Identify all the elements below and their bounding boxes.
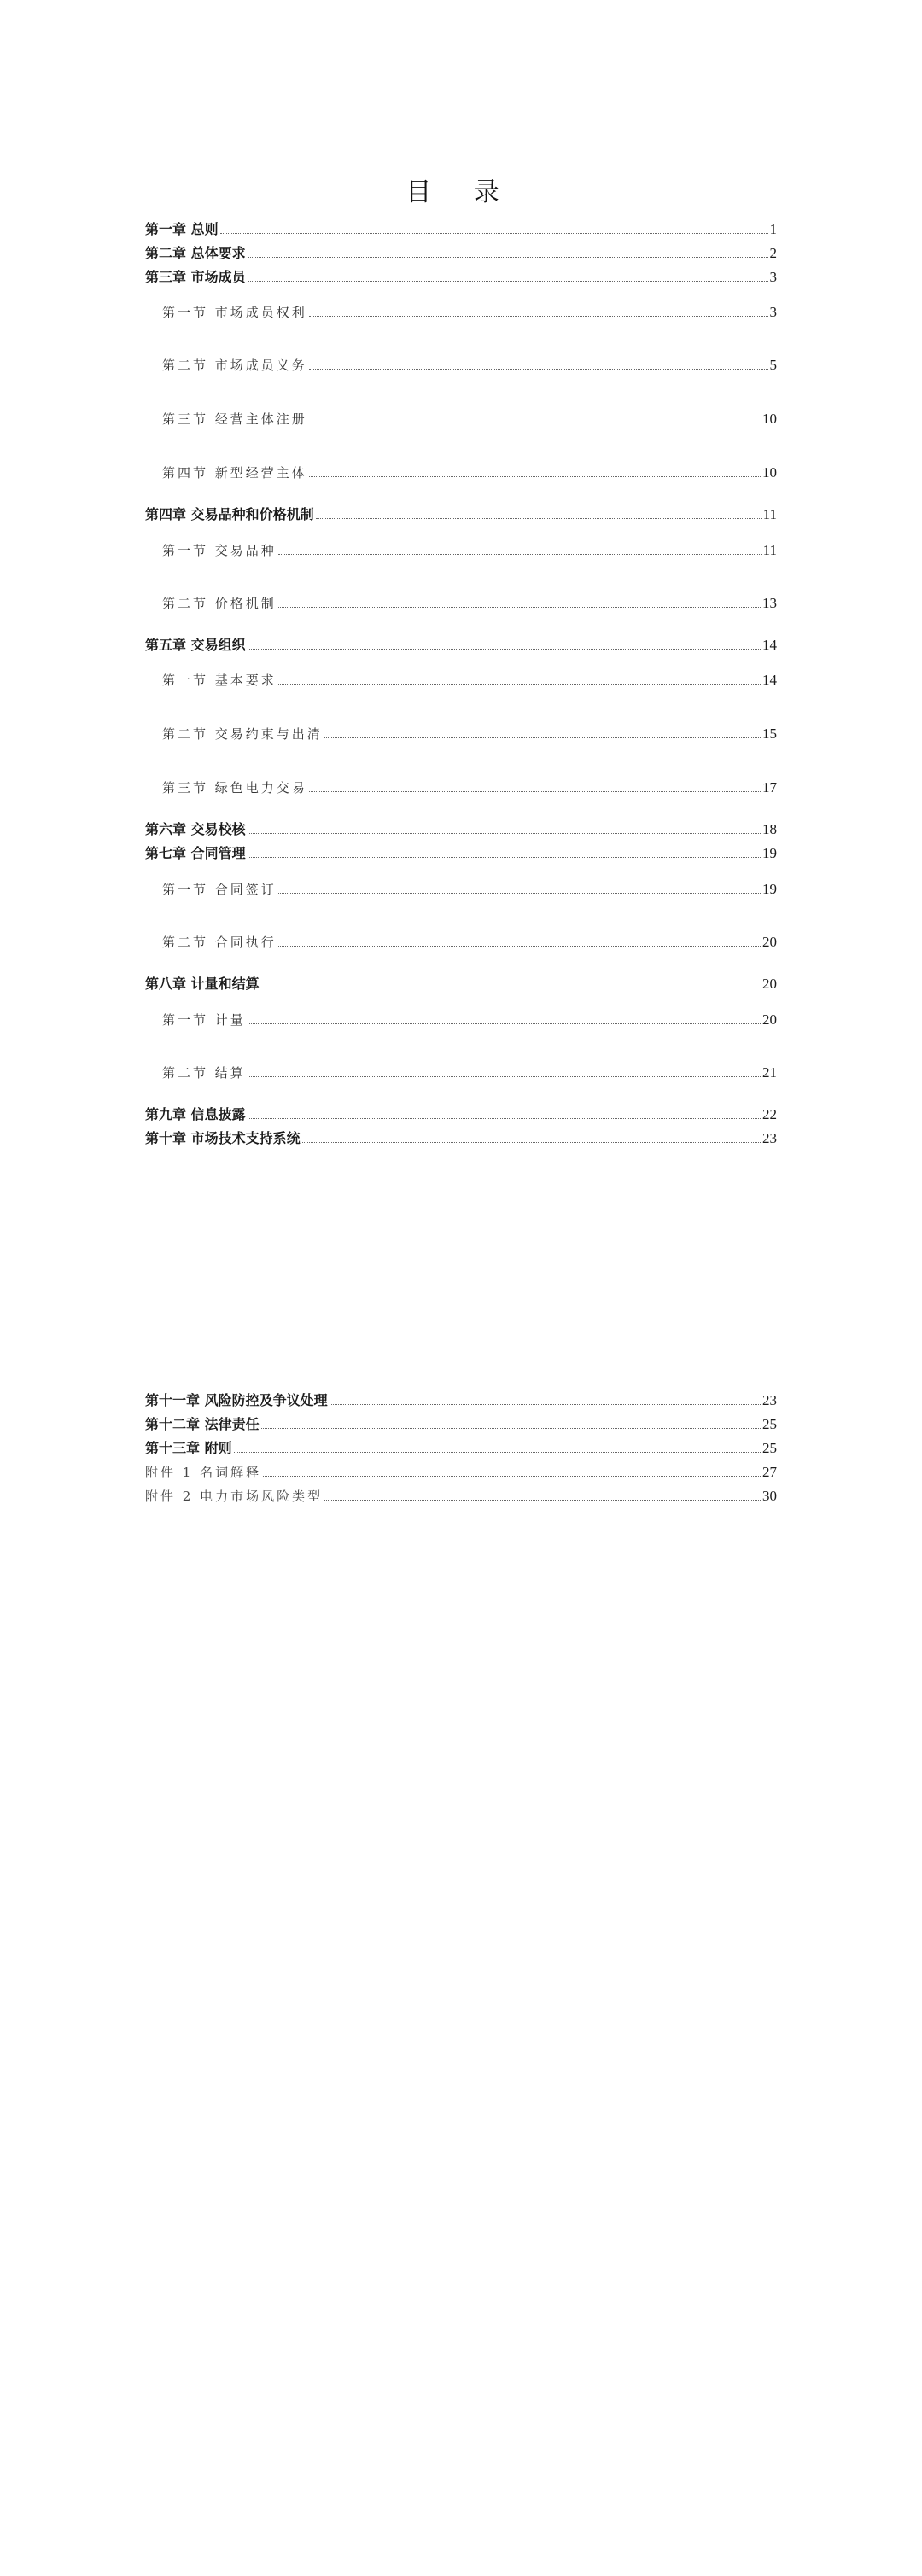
- toc-entry-label: 第十二章 法律责任: [145, 1416, 260, 1432]
- toc-entry-label: 附件 1 名词解释: [145, 1465, 262, 1480]
- toc-entry-page-number: 10: [762, 411, 777, 427]
- dot-leader: [309, 476, 761, 477]
- toc-entry-label: 第三节 经营主体注册: [162, 411, 307, 427]
- dot-leader: [248, 833, 761, 834]
- dot-leader: [234, 1452, 761, 1453]
- toc-entry-label: 第四章 交易品种和价格机制: [145, 506, 314, 522]
- toc-entry-label: 第三章 市场成员: [145, 269, 246, 285]
- toc-entry-label: 第一节 市场成员权利: [162, 305, 307, 320]
- dot-leader: [278, 684, 761, 685]
- dot-leader: [248, 1118, 761, 1119]
- toc-entry-chapter[interactable]: [145, 633, 777, 657]
- toc-entry-chapter[interactable]: [145, 972, 777, 996]
- toc-entry-section[interactable]: [162, 300, 777, 324]
- toc-entry-page-number: 10: [762, 464, 777, 481]
- toc-entry-page-number: 20: [762, 934, 777, 950]
- toc-entry-label: 第四节 新型经营主体: [162, 465, 307, 481]
- dot-leader: [278, 893, 761, 894]
- toc-entry-page-number: 23: [762, 1130, 777, 1146]
- toc-entry-section[interactable]: [162, 592, 777, 615]
- toc-entry-label: 第十一章 风险防控及争议处理: [145, 1392, 328, 1408]
- toc-entry-page-number: 15: [762, 726, 777, 742]
- dot-leader: [248, 1076, 761, 1077]
- toc-entry-page-number: 3: [769, 269, 777, 285]
- toc-entry-page-number: 11: [762, 542, 777, 558]
- toc-entry-page-number: 20: [762, 1011, 777, 1028]
- toc-entry-appendix[interactable]: [145, 1484, 777, 1508]
- toc-entry-label: 第五章 交易组织: [145, 637, 246, 653]
- toc-entry-section[interactable]: [162, 407, 777, 431]
- toc-entry-page-number: 14: [762, 637, 777, 653]
- toc-entry-page-number: 2: [769, 245, 777, 261]
- toc-entry-page-number: 3: [769, 304, 777, 320]
- toc-entry-chapter[interactable]: [145, 1127, 777, 1151]
- toc-entry-label: 第十三章 附则: [145, 1440, 232, 1456]
- dot-leader: [316, 518, 762, 519]
- toc-entry-section[interactable]: [162, 353, 777, 377]
- dot-leader: [220, 233, 768, 234]
- dot-leader: [309, 791, 761, 792]
- toc-entry-label: 第一章 总则: [145, 221, 219, 237]
- toc-entry-label: 第一节 基本要求: [162, 673, 277, 688]
- dot-leader: [278, 554, 762, 555]
- dot-leader: [248, 257, 768, 258]
- toc-entry-section[interactable]: [162, 539, 777, 562]
- toc-entry-label: 第九章 信息披露: [145, 1106, 246, 1122]
- toc-entry-label: 第三节 绿色电力交易: [162, 780, 307, 796]
- toc-entry-page-number: 19: [762, 881, 777, 897]
- toc-entry-chapter[interactable]: [145, 503, 777, 527]
- toc-entry-section[interactable]: [162, 668, 777, 692]
- toc-entry-page-number: 11: [762, 506, 777, 522]
- toc-entry-page-number: 18: [762, 821, 777, 837]
- toc-entry-chapter[interactable]: [145, 842, 777, 865]
- toc-entry-section[interactable]: [162, 877, 777, 901]
- dot-leader: [248, 281, 768, 282]
- toc-entry-chapter[interactable]: [145, 1389, 777, 1413]
- toc-entry-section[interactable]: [162, 776, 777, 800]
- toc-entry-label: 第二节 市场成员义务: [162, 358, 307, 373]
- toc-entry-page-number: 25: [762, 1440, 777, 1456]
- dot-leader: [263, 1476, 761, 1477]
- dot-leader: [278, 607, 761, 608]
- toc-entry-label: 第二节 交易约束与出清: [162, 726, 323, 742]
- toc-entry-page-number: 23: [762, 1392, 777, 1408]
- toc-entry-label: 第二节 价格机制: [162, 596, 277, 611]
- toc-entry-label: 第六章 交易校核: [145, 821, 246, 837]
- toc-entry-label: 第十章 市场技术支持系统: [145, 1130, 301, 1146]
- dot-leader: [324, 737, 761, 738]
- dot-leader: [278, 946, 761, 947]
- toc-entry-page-number: 22: [762, 1106, 777, 1122]
- dot-leader: [324, 1500, 761, 1501]
- page-title: 目 录: [406, 178, 516, 207]
- toc-entry-label: 附件 2 电力市场风险类型: [145, 1489, 324, 1504]
- toc-entry-page-number: 17: [762, 779, 777, 796]
- toc-entry-page-number: 1: [769, 221, 777, 237]
- dot-leader: [330, 1404, 761, 1405]
- toc-entry-page-number: 21: [762, 1064, 777, 1081]
- dot-leader: [309, 316, 768, 317]
- toc-entry-section[interactable]: [162, 722, 777, 746]
- toc-entry-page-number: 30: [762, 1488, 777, 1504]
- toc-entry-chapter[interactable]: [145, 265, 777, 289]
- toc-entry-label: 第二节 合同执行: [162, 935, 277, 950]
- toc-entry-chapter[interactable]: [145, 818, 777, 842]
- toc-entry-page-number: 19: [762, 845, 777, 861]
- toc-entry-chapter[interactable]: [145, 1413, 777, 1437]
- toc-entry-chapter[interactable]: [145, 242, 777, 265]
- toc-entry-chapter[interactable]: [145, 1103, 777, 1127]
- toc-entry-label: 第八章 计量和结算: [145, 976, 260, 992]
- toc-entry-page-number: 20: [762, 976, 777, 992]
- toc-entry-label: 第一节 计量: [162, 1012, 246, 1028]
- toc-entry-chapter[interactable]: [145, 1437, 777, 1460]
- dot-leader: [302, 1142, 761, 1143]
- toc-entry-page-number: 13: [762, 595, 777, 611]
- toc-entry-chapter[interactable]: [145, 218, 777, 242]
- toc-entry-page-number: 27: [762, 1464, 777, 1480]
- toc-entry-label: 第二章 总体要求: [145, 245, 246, 261]
- toc-entry-label: 第二节 结算: [162, 1065, 246, 1081]
- toc-entry-section[interactable]: [162, 461, 777, 485]
- toc-entry-label: 第一节 合同签订: [162, 882, 277, 897]
- toc-entry-page-number: 14: [762, 672, 777, 688]
- toc-entry-label: 第七章 合同管理: [145, 845, 246, 861]
- dot-leader: [261, 1428, 761, 1429]
- toc-entry-page-number: 25: [762, 1416, 777, 1432]
- toc-entry-section[interactable]: [162, 1008, 777, 1032]
- toc-entry-page-number: 5: [769, 357, 777, 373]
- toc-entry-section[interactable]: [162, 1061, 777, 1085]
- dot-leader: [309, 369, 768, 370]
- dot-leader: [248, 1023, 761, 1024]
- toc-entry-label: 第一节 交易品种: [162, 543, 277, 558]
- dot-leader: [248, 649, 761, 650]
- dot-leader: [248, 857, 761, 858]
- toc-entry-appendix[interactable]: [145, 1460, 777, 1484]
- toc-entry-section[interactable]: [162, 930, 777, 954]
